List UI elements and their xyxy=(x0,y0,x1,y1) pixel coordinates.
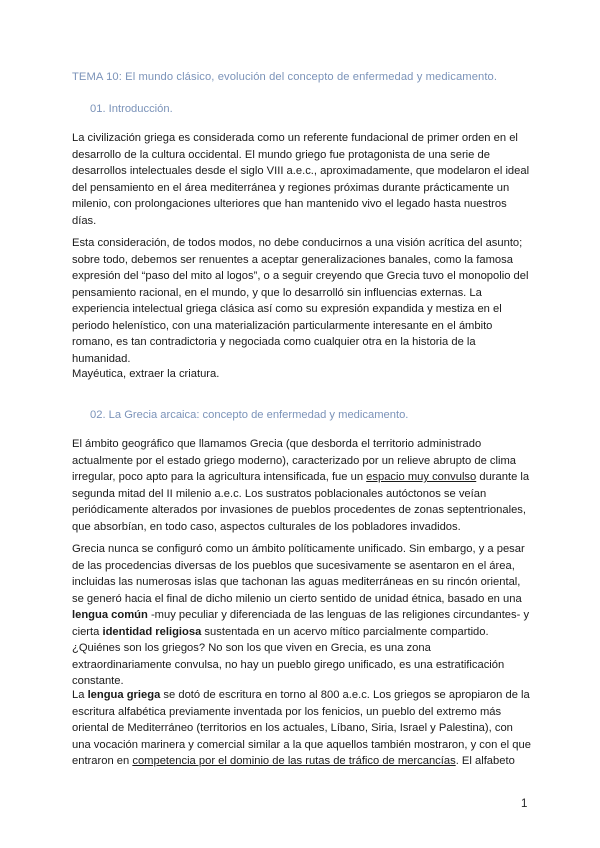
text-line xyxy=(72,469,532,486)
text-line: periódicamente alterados por invasiones de pueblos procedentes de zonas septentrionales, xyxy=(72,504,527,516)
text-run: -muy peculiar y diferenciada de las lenguas de las religiones circundantes- y xyxy=(147,609,530,621)
text-line: experiencia intelectual griega clásica así como su expresión expandida y mestiza en el xyxy=(72,303,502,315)
paragraph-6 xyxy=(72,687,532,770)
text-line: ¿Quiénes son los griegos? No son los que viven en Grecia, es una zona xyxy=(72,642,431,654)
text-line: Grecia nunca se configuró como un ámbito políticamente unificado. Sin embargo, y a pesar xyxy=(72,543,525,555)
text-line: humanidad. xyxy=(72,352,131,365)
text-line: expresión del “paso del mito al logos”, o a seguir creyendo que Grecia tuvo el monopolio del xyxy=(72,270,529,282)
text-run: . El alfabeto xyxy=(455,755,515,767)
text-line: incluidas las numerosas islas que tachonan las aguas mediterráneas en su rincón oriental, xyxy=(72,576,521,588)
text-line: extraordinariamente convulsa, no hay un pueblo girego unificado, es una estratificación xyxy=(72,658,505,671)
text-run: entraron en xyxy=(72,755,133,767)
paragraph-2 xyxy=(72,235,532,367)
text-line: romano, es tan contradictoria y negociada como cualquier otra en la historia de la xyxy=(72,336,476,348)
text-line: días. xyxy=(72,214,97,227)
text-run: La xyxy=(72,689,88,701)
document-title: TEMA 10: El mundo clásico, evolución del concepto de enfermedad y medicamento. xyxy=(72,71,498,83)
underlined-phrase: competencia por el dominio de las rutas de tráfico de mercancías xyxy=(132,755,456,767)
text-line: desarrollos intelectuales desde el siglo VIII a.e.c., aproximadamente, que modelaron el ideal xyxy=(72,165,530,177)
text-line: oriental de Mediterráneo (territorios en los actuales, Líbano, Siria, Israel y Palestina), con xyxy=(72,722,513,734)
bold-term: lengua griega xyxy=(87,689,161,701)
section-heading-archaic-greece: 02. La Grecia arcaica: concepto de enfermedad y medicamento. xyxy=(90,409,409,421)
text-line: segunda mitad del II milenio a.e.c. Los sustratos poblacionales autóctonos se veían xyxy=(72,487,487,500)
text-run: durante la xyxy=(476,471,530,483)
text-line: pensamiento racional, en el mundo, y que lo desarrolló sin influencias externas. La xyxy=(72,286,482,299)
text-line: Esta consideración, de todos modos, no debe conducirnos a una visión acrítica del asunto; xyxy=(72,237,523,249)
paragraph-5 xyxy=(72,541,532,690)
paragraph-3 xyxy=(72,366,532,383)
text-line xyxy=(72,607,532,624)
text-line: escritura alfabética previamente inventada por los fenicios, un pueblo del extremo más xyxy=(72,705,502,718)
text-line: de las procedencias diversas de los pueblos que sucesivamente se asentaron en el área, xyxy=(72,559,515,572)
paragraph-1 xyxy=(72,130,532,229)
page-number: 1 xyxy=(521,798,528,810)
text-line: del pensamiento en el área mediterránea y regiones próximas durante prácticamente un xyxy=(72,181,510,194)
text-line: una vocación marinera y comercial similar a la que aquellos también mostraron, y con el que xyxy=(72,738,531,751)
bold-term: identidad religiosa xyxy=(102,625,202,638)
text-line: Mayéutica, extraer la criatura. xyxy=(72,368,220,380)
text-line: periodo helenístico, con una materialización particularmente interesante en el ámbito xyxy=(72,319,493,332)
text-line: constante. xyxy=(72,675,124,687)
paragraph-4 xyxy=(72,436,532,535)
text-line xyxy=(72,753,532,770)
text-line: sobre todo, debemos ser renuentes a aceptar generalizaciones banales, como la famosa xyxy=(72,253,513,266)
text-line: que absorbían, en todo caso, aspectos culturales de los pobladores invadidos. xyxy=(72,520,461,533)
bold-term: lengua común xyxy=(72,609,148,621)
underlined-phrase: espacio muy convulso xyxy=(366,471,477,483)
section-heading-introduction: 01. Introducción. xyxy=(90,103,173,115)
text-line: actualmente por el estado griego moderno), caracterizado por un relieve abrupto de clima xyxy=(72,454,517,467)
text-line: milenio, con prolongaciones ulteriores que han mantenido vivo el legado hasta nuestros xyxy=(72,198,507,210)
text-run: irregular, poco apto para la agricultura intensificada, fue un xyxy=(72,471,367,483)
text-run: cierta xyxy=(72,625,103,638)
text-run: sustentada en un acervo mítico parcialmente compartido. xyxy=(201,625,489,638)
text-line: se generó hacia el final de dicho milenio un cierto sentido de unidad étnica, basado en una xyxy=(72,592,522,605)
text-line xyxy=(72,687,532,704)
text-line: La civilización griega es considerada como un referente fundacional de primer orden en el xyxy=(72,132,518,144)
text-line xyxy=(72,624,532,641)
text-run: se dotó de escritura en torno al 800 a.e.c. Los griegos se apropiaron de la xyxy=(160,689,530,701)
text-line: desarrollo de la cultura occidental. El mundo griego fue protagonista de una serie de xyxy=(72,148,490,161)
text-line: El ámbito geográfico que llamamos Grecia (que desborda el territorio administrado xyxy=(72,438,482,450)
